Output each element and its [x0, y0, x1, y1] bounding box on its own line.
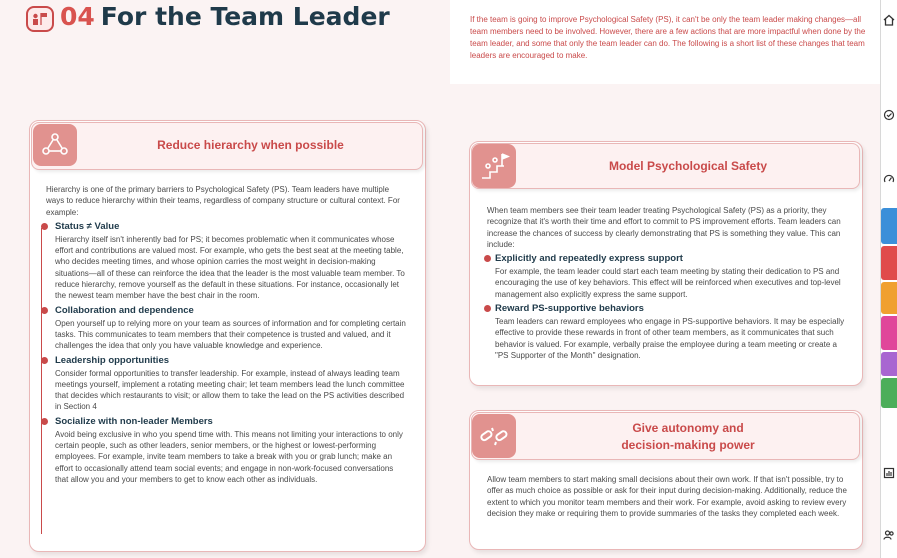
people-network-icon [33, 124, 77, 166]
model-item-heading: Explicitly and repeatedly express support [495, 253, 847, 264]
home-icon[interactable] [881, 8, 897, 32]
hierarchy-item-heading: Collaboration and dependence [55, 305, 408, 316]
bullet-dot [41, 357, 48, 364]
card-reduce-hierarchy-body [46, 184, 408, 485]
model-intro: When team members see their team leader treating Psychological Safety (PS) as a priority, they recognize that it's worth their time and effort to commit to PS improvement efforts. Team leaders can increase the chances of success by clearly demonstrating that PS is something they value. This can include: [487, 206, 841, 249]
hierarchy-item-heading: Socialize with non-leader Members [55, 416, 408, 427]
hierarchy-item-text: Consider formal opportunities to transfer leadership. For example, instead of always leading team meetings yourself, implement a rotating meeting chair; let team members lead the lunch committee that decides which restaurants to visit; or allow them to take the lead on the PS activities described in Section 4 [55, 368, 405, 412]
hierarchy-intro: Hierarchy is one of the primary barriers to Psychological Safety (PS). Team leaders have multiple ways to reduce hierarchy within their teams, regardless of company structure or cultural context. For example: [46, 185, 400, 217]
hierarchy-item-text: Open yourself up to relying more on your team as sources of information and for completing certain tasks. This communicates to team members that their competence is trusted and valued, and it challenges the idea that only you have valuable knowledge and experience. [55, 318, 406, 351]
card-autonomy-title-line1: Give autonomy and [632, 421, 744, 435]
card-model-ps-body [487, 205, 847, 361]
climbing-flag-icon [472, 144, 516, 188]
tab-orange[interactable] [881, 282, 897, 314]
check-icon[interactable] [881, 104, 897, 126]
autonomy-text: Allow team members to start making small decisions about their own work. If that isn't possible, try to offer as much choice as possible or ask for their input during decision-making. Additionally, reduce the extent to which you monitor team members and their work. For example, avoid asking to review every decision they make or requiring them to provide summaries of the tasks they completed each week. [487, 475, 847, 518]
chart-icon[interactable] [881, 462, 897, 484]
card-autonomy-title [516, 420, 860, 454]
section-number: 04 [60, 2, 95, 31]
team-leader-icon [26, 6, 54, 32]
model-item-heading: Reward PS-supportive behaviors [495, 303, 847, 314]
bullet-dot [484, 255, 491, 262]
intro-paragraph: If the team is going to improve Psychological Safety (PS), it can't be only the team leader making changes—all team members need to be involved. However, there are a few actions that are more impactful when done by the team leader, and some that only the team leader can do. The following is a short list of these changes that team leaders are encouraged to make. [470, 15, 866, 60]
card-autonomy-title-line2: decision-making power [621, 438, 755, 452]
bullet-dot [41, 223, 48, 230]
bullet-dot [41, 418, 48, 425]
tab-green[interactable] [881, 378, 897, 408]
hierarchy-item-heading: Leadership opportunities [55, 355, 408, 366]
hierarchy-item-text: Hierarchy itself isn't inherently bad for PS; it becomes problematic when it communicates whose effort and contributions are valued most. For example, who gets the best seat at the meeting table, who decides meeting times, and whose opinion carries the most weight in decision-making situations—all of these can reinforce the idea that the leader is the most valuable team member. To reduce hierarchy, remove yourself as the default in these situations. For instance, occasionally let the newest team member have the best chair in the room. [55, 234, 405, 301]
section-title: For the Team Leader [100, 2, 390, 31]
card-model-ps-title: Model Psychological Safety [608, 159, 768, 173]
model-item-text: For example, the team leader could start each team meeting by stating their dedication to PS and encouraging the use of key behaviors. This effect will be reinforced when executives and top-level management also explicitly express the same support. [495, 267, 841, 299]
timeline-line [41, 228, 42, 534]
broken-chain-icon [472, 414, 516, 458]
tab-red[interactable] [881, 246, 897, 280]
hierarchy-item-text: Avoid being exclusive in who you spend time with. This means not limiting your interactions to only certain people, such as other leaders, senior members, or the highest or lowest-performing employees. For example, invite team members to take a break with you or grab lunch; make an effort to occasionally attend team social events; and engage in non-work-focused conversations that allow you and your members to get to know each other as individuals. [55, 429, 403, 484]
card-reduce-hierarchy-title: Reduce hierarchy when possible [157, 138, 344, 152]
hierarchy-item-heading: Status ≠ Value [55, 221, 408, 232]
model-item-text: Team leaders can reward employees who engage in PS-supportive behaviors. It may be especially effective to provide these rewards in front of other team members, as it communicates that such behavior is valued. For example, verbally praise the employee during a team meeting or create a "PS Supporter of the Month" designation. [495, 317, 845, 360]
tab-blue[interactable] [881, 208, 897, 244]
users-icon[interactable] [881, 524, 897, 546]
bullet-dot [484, 305, 491, 312]
tab-pink[interactable] [881, 316, 897, 350]
page-title [60, 2, 390, 31]
bullet-dot [41, 307, 48, 314]
gauge-icon[interactable] [881, 168, 897, 190]
tab-purple[interactable] [881, 352, 897, 376]
